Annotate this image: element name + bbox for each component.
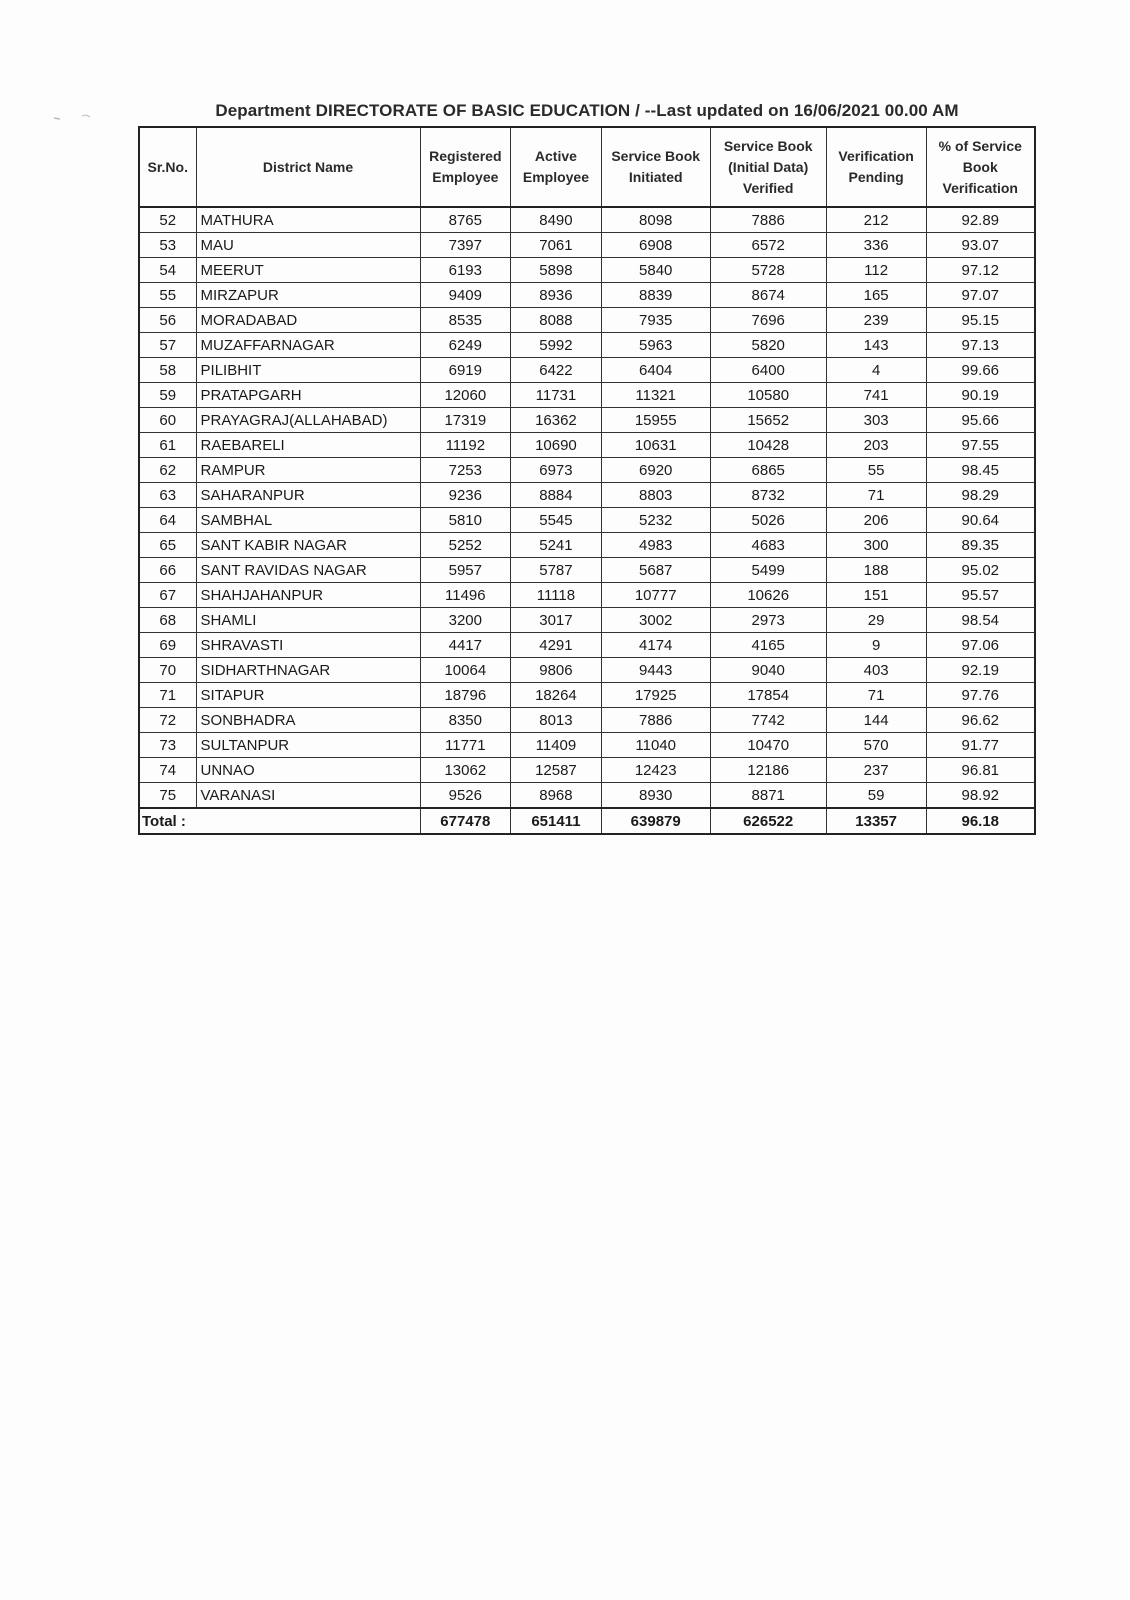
table-header [139,127,1035,207]
cell-active: 12587 [511,758,602,783]
table-row [139,633,1035,658]
cell-active: 6973 [511,458,602,483]
cell-initiated: 3002 [601,608,710,633]
cell-verified: 5026 [710,508,826,533]
cell-initiated: 17925 [601,683,710,708]
cell-verified: 9040 [710,658,826,683]
table-row [139,608,1035,633]
total-percent: 96.18 [926,808,1035,834]
cell-registered: 5810 [420,508,511,533]
table-row [139,358,1035,383]
cell-active: 3017 [511,608,602,633]
table-row [139,583,1035,608]
cell-verified: 4165 [710,633,826,658]
cell-verified: 5728 [710,258,826,283]
cell-registered: 18796 [420,683,511,708]
cell-percent: 97.12 [926,258,1035,283]
cell-registered: 6249 [420,333,511,358]
cell-registered: 5252 [420,533,511,558]
cell-verified: 15652 [710,408,826,433]
cell-district-name: PRAYAGRAJ(ALLAHABAD) [196,408,420,433]
cell-district-name: MIRZAPUR [196,283,420,308]
cell-initiated: 6920 [601,458,710,483]
cell-sr-no: 74 [139,758,196,783]
cell-district-name: RAMPUR [196,458,420,483]
cell-pending: 71 [826,483,926,508]
cell-initiated: 6908 [601,233,710,258]
cell-percent: 93.07 [926,233,1035,258]
cell-registered: 6193 [420,258,511,283]
cell-initiated: 9443 [601,658,710,683]
cell-active: 11409 [511,733,602,758]
cell-registered: 12060 [420,383,511,408]
cell-verified: 7742 [710,708,826,733]
cell-sr-no: 70 [139,658,196,683]
cell-registered: 7397 [420,233,511,258]
header-active-employee: Active Employee [511,127,602,207]
cell-initiated: 5840 [601,258,710,283]
table-footer [139,808,1035,834]
cell-district-name: SHRAVASTI [196,633,420,658]
table-row [139,683,1035,708]
cell-district-name: MAU [196,233,420,258]
cell-district-name: SULTANPUR [196,733,420,758]
cell-sr-no: 62 [139,458,196,483]
cell-initiated: 7935 [601,308,710,333]
cell-district-name: VARANASI [196,783,420,809]
cell-registered: 5957 [420,558,511,583]
table-row [139,758,1035,783]
cell-verified: 10470 [710,733,826,758]
cell-sr-no: 56 [139,308,196,333]
cell-verified: 2973 [710,608,826,633]
cell-active: 8013 [511,708,602,733]
cell-verified: 7696 [710,308,826,333]
cell-active: 5241 [511,533,602,558]
cell-registered: 9526 [420,783,511,809]
cell-district-name: MATHURA [196,207,420,233]
cell-active: 8936 [511,283,602,308]
cell-pending: 206 [826,508,926,533]
cell-district-name: SITAPUR [196,683,420,708]
cell-verified: 17854 [710,683,826,708]
cell-active: 11118 [511,583,602,608]
cell-registered: 13062 [420,758,511,783]
cell-verified: 12186 [710,758,826,783]
cell-pending: 4 [826,358,926,383]
cell-active: 18264 [511,683,602,708]
cell-sr-no: 61 [139,433,196,458]
cell-registered: 4417 [420,633,511,658]
total-verified: 626522 [710,808,826,834]
header-verification-pending: Verification Pending [826,127,926,207]
cell-pending: 71 [826,683,926,708]
cell-initiated: 5232 [601,508,710,533]
cell-active: 9806 [511,658,602,683]
cell-verified: 7886 [710,207,826,233]
cell-initiated: 11040 [601,733,710,758]
cell-percent: 96.62 [926,708,1035,733]
cell-active: 5992 [511,333,602,358]
cell-registered: 9236 [420,483,511,508]
table-row [139,533,1035,558]
cell-active: 16362 [511,408,602,433]
cell-active: 5545 [511,508,602,533]
cell-percent: 97.06 [926,633,1035,658]
cell-verified: 10428 [710,433,826,458]
cell-active: 8088 [511,308,602,333]
cell-verified: 5499 [710,558,826,583]
cell-district-name: UNNAO [196,758,420,783]
table-row [139,483,1035,508]
table-row [139,408,1035,433]
cell-sr-no: 68 [139,608,196,633]
cell-sr-no: 58 [139,358,196,383]
cell-active: 6422 [511,358,602,383]
table-row [139,783,1035,809]
total-registered: 677478 [420,808,511,834]
cell-pending: 144 [826,708,926,733]
cell-active: 4291 [511,633,602,658]
cell-initiated: 8839 [601,283,710,308]
cell-percent: 99.66 [926,358,1035,383]
scan-smudge-mark [52,112,92,122]
table-row [139,233,1035,258]
cell-pending: 570 [826,733,926,758]
cell-pending: 203 [826,433,926,458]
cell-sr-no: 69 [139,633,196,658]
cell-percent: 97.13 [926,333,1035,358]
cell-pending: 237 [826,758,926,783]
cell-verified: 4683 [710,533,826,558]
cell-active: 8884 [511,483,602,508]
cell-sr-no: 63 [139,483,196,508]
cell-pending: 143 [826,333,926,358]
cell-sr-no: 72 [139,708,196,733]
cell-sr-no: 57 [139,333,196,358]
cell-pending: 741 [826,383,926,408]
cell-district-name: SAHARANPUR [196,483,420,508]
cell-registered: 17319 [420,408,511,433]
total-row [139,808,1035,834]
cell-percent: 97.76 [926,683,1035,708]
cell-district-name: PRATAPGARH [196,383,420,408]
cell-registered: 3200 [420,608,511,633]
cell-active: 5787 [511,558,602,583]
cell-district-name: MEERUT [196,258,420,283]
cell-initiated: 8930 [601,783,710,809]
table-row [139,658,1035,683]
cell-percent: 97.07 [926,283,1035,308]
cell-registered: 7253 [420,458,511,483]
cell-percent: 98.45 [926,458,1035,483]
cell-active: 10690 [511,433,602,458]
cell-initiated: 15955 [601,408,710,433]
cell-pending: 112 [826,258,926,283]
cell-initiated: 8098 [601,207,710,233]
cell-sr-no: 60 [139,408,196,433]
cell-pending: 151 [826,583,926,608]
service-book-table [138,126,1036,835]
cell-registered: 8535 [420,308,511,333]
cell-percent: 96.81 [926,758,1035,783]
cell-district-name: SANT RAVIDAS NAGAR [196,558,420,583]
cell-initiated: 7886 [601,708,710,733]
cell-sr-no: 59 [139,383,196,408]
cell-sr-no: 71 [139,683,196,708]
total-active: 651411 [511,808,602,834]
cell-active: 8968 [511,783,602,809]
table-row [139,207,1035,233]
header-verification-percent: % of Service Book Verification [926,127,1035,207]
table-row [139,458,1035,483]
cell-verified: 10626 [710,583,826,608]
cell-district-name: MORADABAD [196,308,420,333]
cell-verified: 5820 [710,333,826,358]
table-row [139,258,1035,283]
cell-verified: 8871 [710,783,826,809]
cell-registered: 11496 [420,583,511,608]
table-body [139,207,1035,808]
cell-percent: 89.35 [926,533,1035,558]
cell-sr-no: 55 [139,283,196,308]
cell-sr-no: 73 [139,733,196,758]
header-sr-no: Sr.No. [139,127,196,207]
cell-sr-no: 75 [139,783,196,809]
cell-sr-no: 65 [139,533,196,558]
cell-verified: 6572 [710,233,826,258]
table-row [139,283,1035,308]
cell-sr-no: 54 [139,258,196,283]
cell-pending: 29 [826,608,926,633]
cell-sr-no: 64 [139,508,196,533]
cell-percent: 97.55 [926,433,1035,458]
cell-district-name: PILIBHIT [196,358,420,383]
page-title: Department DIRECTORATE OF BASIC EDUCATION / --Last updated on 16/06/2021 00.00 AM [215,101,959,120]
cell-verified: 8674 [710,283,826,308]
cell-initiated: 10631 [601,433,710,458]
cell-initiated: 5687 [601,558,710,583]
cell-pending: 212 [826,207,926,233]
table-row [139,558,1035,583]
cell-percent: 98.29 [926,483,1035,508]
cell-registered: 10064 [420,658,511,683]
cell-pending: 303 [826,408,926,433]
cell-registered: 11192 [420,433,511,458]
table-row [139,308,1035,333]
cell-sr-no: 66 [139,558,196,583]
cell-percent: 92.19 [926,658,1035,683]
cell-district-name: SONBHADRA [196,708,420,733]
cell-district-name: SANT KABIR NAGAR [196,533,420,558]
total-label: Total : [139,808,420,834]
cell-initiated: 10777 [601,583,710,608]
cell-sr-no: 52 [139,207,196,233]
cell-sr-no: 53 [139,233,196,258]
cell-registered: 8350 [420,708,511,733]
cell-percent: 95.02 [926,558,1035,583]
cell-initiated: 4174 [601,633,710,658]
cell-sr-no: 67 [139,583,196,608]
cell-active: 5898 [511,258,602,283]
header-service-book-verified: Service Book (Initial Data) Verified [710,127,826,207]
header-service-book-initiated: Service Book Initiated [601,127,710,207]
cell-verified: 6400 [710,358,826,383]
table-row [139,383,1035,408]
cell-verified: 8732 [710,483,826,508]
cell-percent: 90.64 [926,508,1035,533]
cell-pending: 300 [826,533,926,558]
cell-initiated: 11321 [601,383,710,408]
cell-pending: 9 [826,633,926,658]
cell-district-name: MUZAFFARNAGAR [196,333,420,358]
cell-district-name: SAMBHAL [196,508,420,533]
cell-percent: 90.19 [926,383,1035,408]
cell-pending: 403 [826,658,926,683]
header-district-name: District Name [196,127,420,207]
cell-registered: 9409 [420,283,511,308]
header-registered-employee: Registered Employee [420,127,511,207]
total-pending: 13357 [826,808,926,834]
cell-percent: 95.15 [926,308,1035,333]
cell-verified: 10580 [710,383,826,408]
cell-initiated: 4983 [601,533,710,558]
cell-district-name: SIDHARTHNAGAR [196,658,420,683]
cell-registered: 11771 [420,733,511,758]
cell-pending: 59 [826,783,926,809]
cell-registered: 8765 [420,207,511,233]
cell-percent: 91.77 [926,733,1035,758]
cell-percent: 98.54 [926,608,1035,633]
cell-initiated: 8803 [601,483,710,508]
cell-percent: 98.92 [926,783,1035,809]
cell-initiated: 5963 [601,333,710,358]
cell-pending: 239 [826,308,926,333]
cell-pending: 55 [826,458,926,483]
cell-district-name: RAEBARELI [196,433,420,458]
table-row [139,733,1035,758]
table-row [139,333,1035,358]
cell-active: 11731 [511,383,602,408]
cell-initiated: 12423 [601,758,710,783]
table-row [139,433,1035,458]
cell-pending: 165 [826,283,926,308]
cell-district-name: SHAMLI [196,608,420,633]
cell-verified: 6865 [710,458,826,483]
total-initiated: 639879 [601,808,710,834]
cell-initiated: 6404 [601,358,710,383]
cell-active: 8490 [511,207,602,233]
table-row [139,508,1035,533]
cell-active: 7061 [511,233,602,258]
cell-percent: 92.89 [926,207,1035,233]
cell-pending: 336 [826,233,926,258]
cell-registered: 6919 [420,358,511,383]
cell-percent: 95.57 [926,583,1035,608]
cell-percent: 95.66 [926,408,1035,433]
cell-pending: 188 [826,558,926,583]
table-row [139,708,1035,733]
cell-district-name: SHAHJAHANPUR [196,583,420,608]
